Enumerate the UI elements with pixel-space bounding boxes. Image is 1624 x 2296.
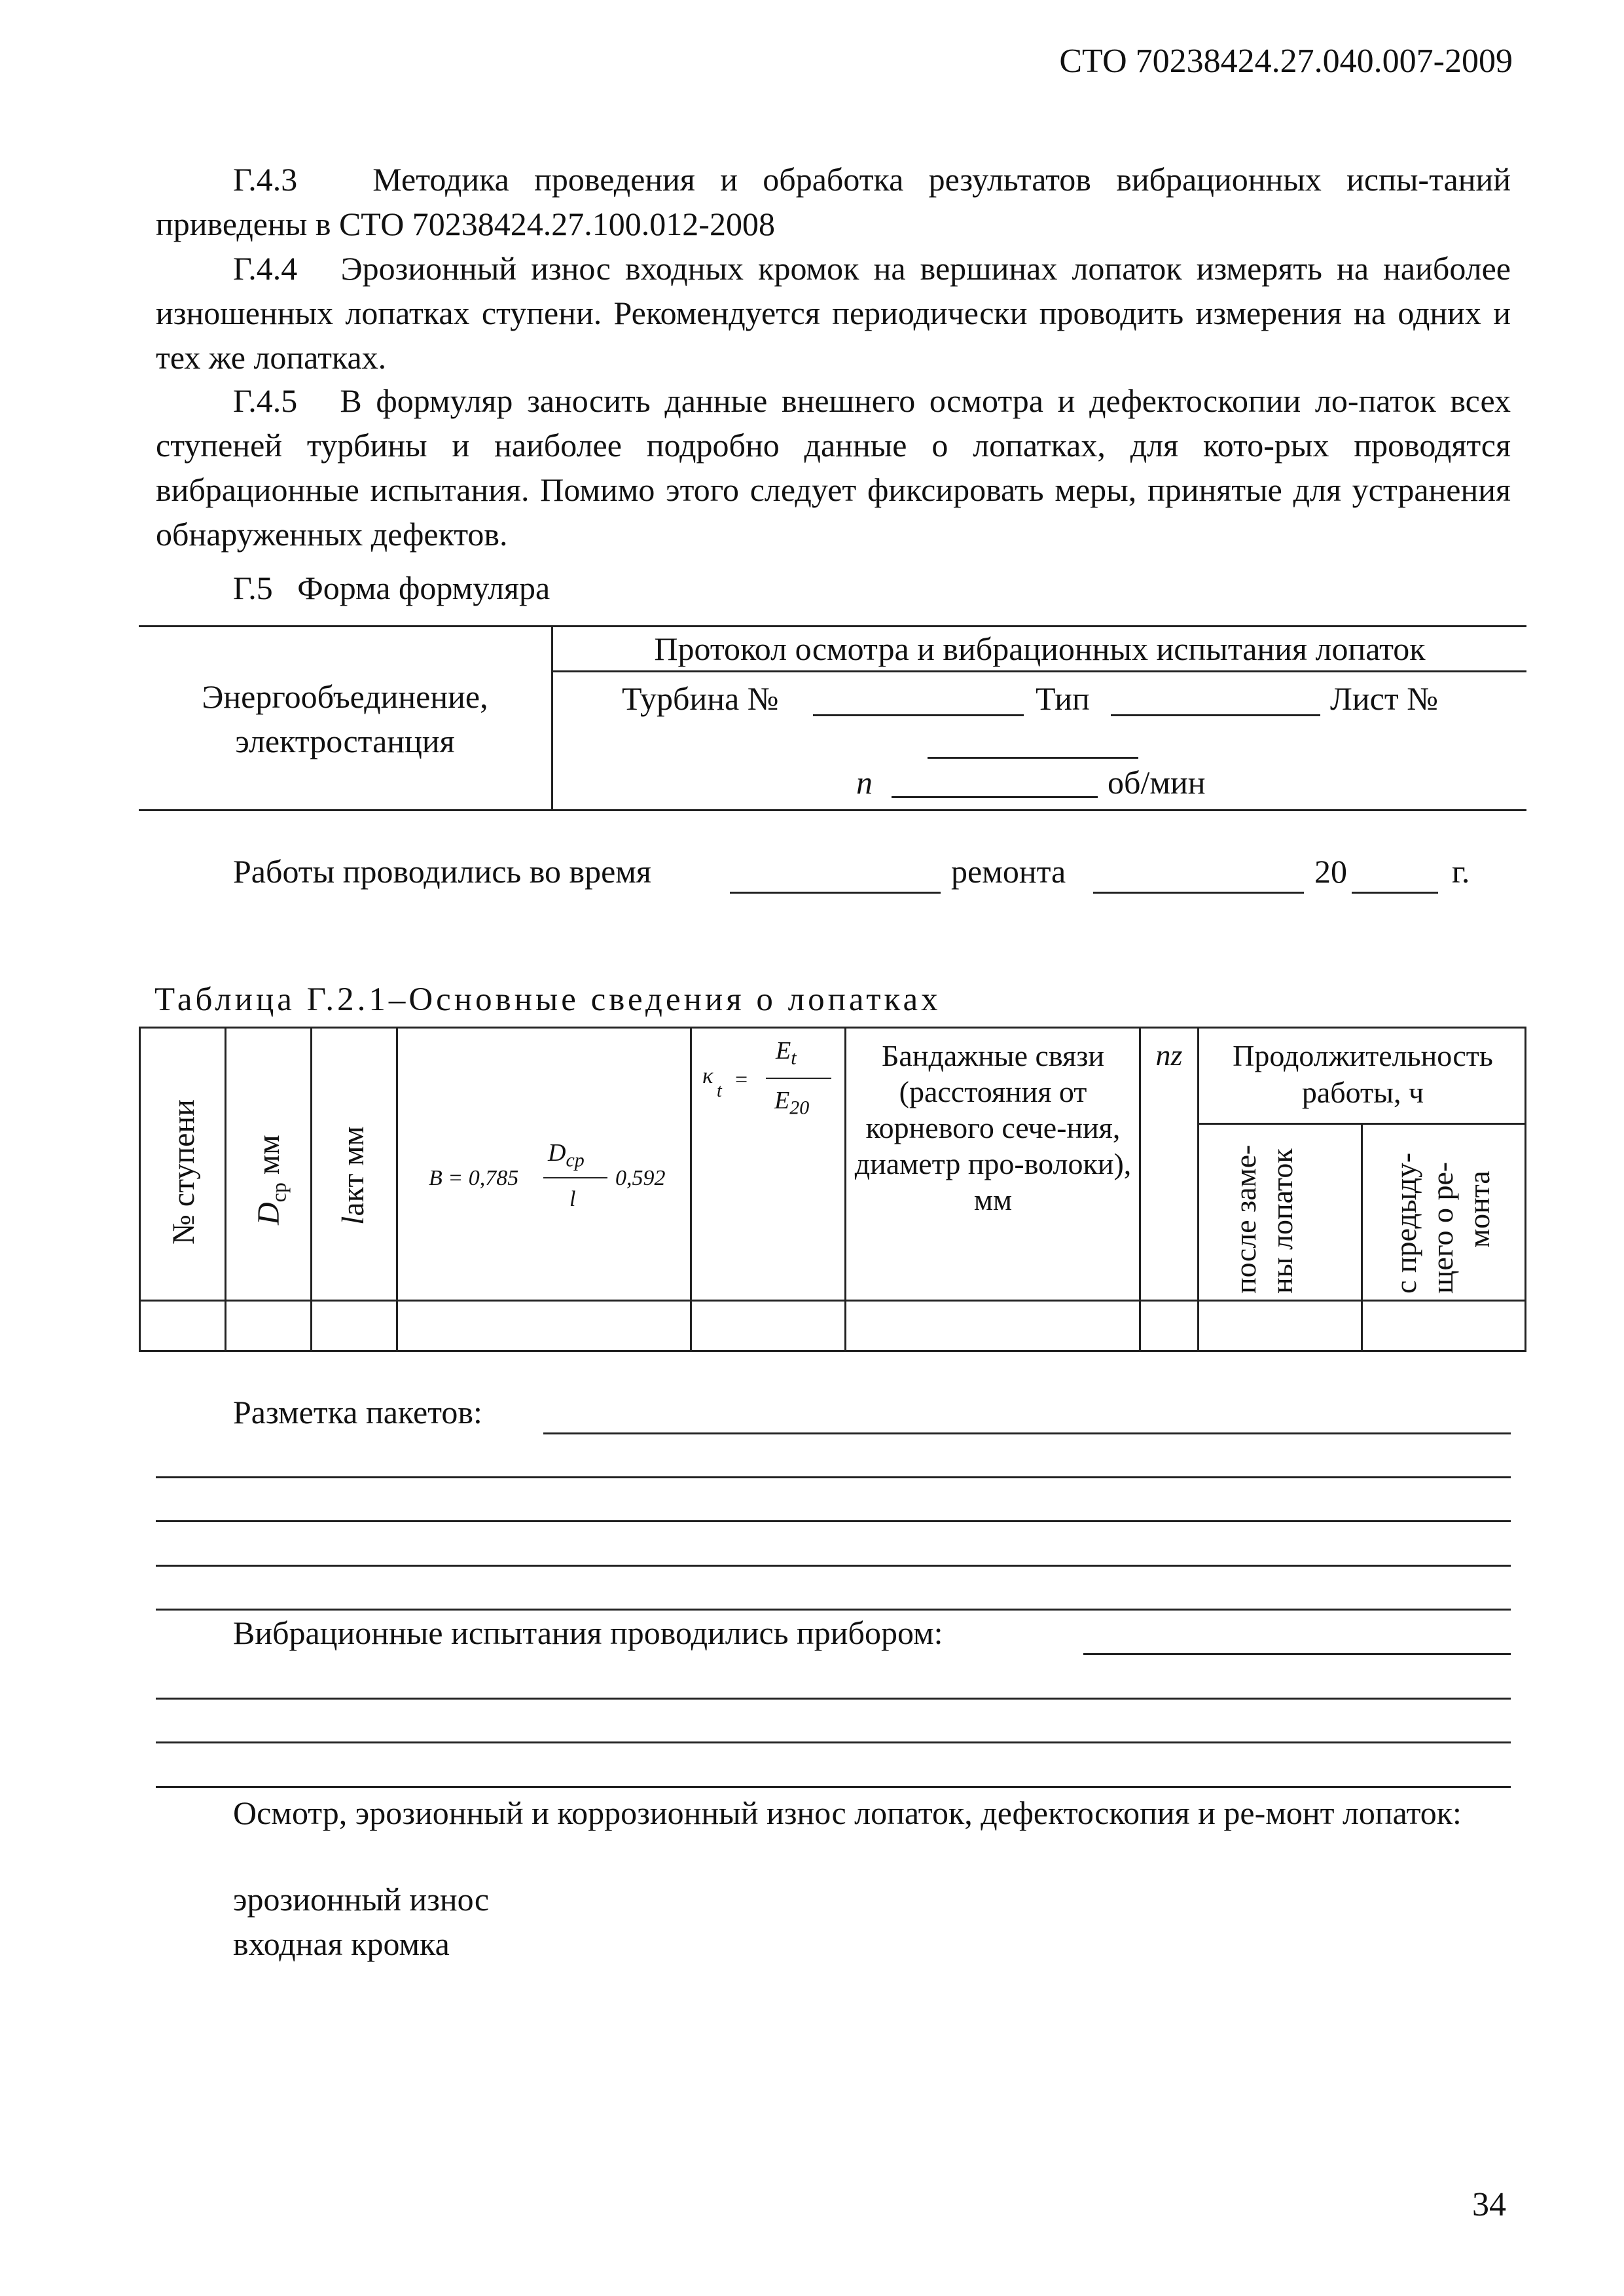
- sheet-label: Лист №: [1330, 680, 1438, 717]
- inspection-paragraph: Осмотр, эрозионный и коррозионный износ лопаток, дефектоскопия и ре-монт лопаток:: [233, 1795, 1462, 1831]
- packet-markup-label: Разметка пакетов:: [233, 1394, 482, 1430]
- formula-k-num-sub: t: [791, 1047, 797, 1069]
- header-after-replacement: [1227, 1145, 1301, 1294]
- paragraph-g44: [156, 246, 1511, 380]
- works-prefix: Работы проводились во время: [233, 853, 651, 890]
- table-cell[interactable]: [692, 1302, 844, 1350]
- paragraph-g45: [156, 378, 1511, 556]
- document-code: СТО 70238424.27.040.007-2009: [1059, 43, 1513, 80]
- protocol-header: [139, 625, 1526, 811]
- formula-k: [697, 1035, 841, 1133]
- packet-markup-line[interactable]: [156, 1476, 1511, 1478]
- inspection-item-leading-edge: входная кромка: [233, 1925, 450, 1962]
- year-field[interactable]: [1352, 892, 1438, 894]
- header-stage-number: № ступени: [166, 1099, 201, 1245]
- formula-k-lhs-sub: t: [717, 1081, 722, 1101]
- header-since-line2: щего о ре-: [1426, 1161, 1459, 1294]
- formula-k-equals: =: [735, 1068, 748, 1092]
- header-mean-diameter: [251, 1135, 291, 1225]
- turbine-label: Турбина №: [622, 680, 779, 717]
- blade-info-table: [139, 1027, 1526, 1352]
- header-since-previous-repair: [1388, 1153, 1498, 1294]
- packet-markup-field[interactable]: [543, 1432, 1511, 1434]
- formula-b-num-letter: D: [548, 1139, 566, 1167]
- paragraph-text: Эрозионный износ входных кромок на вершинах лопаток измерять на наиболее изношенных лопатках ступени. Рекомендуется периодически проводить измерения на одних и тех же лопатках.: [156, 250, 1511, 376]
- vibration-device-label: Вибрационные испытания проводились прибором:: [233, 1614, 943, 1651]
- formula-k-numerator: [776, 1036, 797, 1070]
- formula-b-num-sub: ср: [566, 1149, 585, 1171]
- header-after-line2: ны лопаток: [1265, 1148, 1299, 1294]
- diameter-subscript: ср: [266, 1182, 291, 1203]
- table-cell[interactable]: [846, 1302, 1139, 1350]
- inspection-item-erosion: эрозионный износ: [233, 1881, 490, 1918]
- turbine-number-field[interactable]: [813, 714, 1024, 716]
- paragraph-number: Г.4.5: [233, 382, 298, 419]
- year-prefix: 20: [1314, 853, 1347, 890]
- formula-k-lhs: κ: [702, 1064, 713, 1088]
- formula-b-exponent: 0,592: [615, 1166, 666, 1190]
- header-nz: nz: [1155, 1038, 1183, 1072]
- paragraph-number: Г.4.3: [233, 161, 298, 198]
- rotation-speed-field[interactable]: [892, 796, 1098, 798]
- header-work-duration: Продолжительность работы, ч: [1233, 1039, 1493, 1109]
- formula-b-fraction-bar: [543, 1177, 607, 1178]
- table-cell[interactable]: [226, 1302, 310, 1350]
- vibration-device-line[interactable]: [156, 1786, 1511, 1788]
- year-suffix: г.: [1452, 853, 1470, 890]
- formula-k-denominator: [774, 1086, 809, 1120]
- energy-company-label: Энергообъединение, электростанция: [202, 678, 488, 759]
- header-active-length: [335, 1126, 371, 1225]
- table-cell[interactable]: [1141, 1302, 1197, 1350]
- table-cell[interactable]: [141, 1302, 225, 1350]
- formula-b: [429, 1127, 677, 1225]
- type-label: Тип: [1036, 680, 1090, 717]
- section-g5-heading: Г.5 Форма формуляра: [233, 570, 550, 606]
- paragraph-number: Г.4.4: [233, 250, 298, 287]
- protocol-title: Протокол осмотра и вибрационных испытания лопаток: [553, 627, 1526, 672]
- vibration-device-field[interactable]: [1083, 1653, 1511, 1655]
- packet-markup-line[interactable]: [156, 1565, 1511, 1567]
- packet-markup-line[interactable]: [156, 1520, 1511, 1522]
- header-bandage-links: Бандажные связи (расстояния от корневого сече-ния, диаметр про-волоки), мм: [854, 1039, 1132, 1216]
- formula-b-numerator: [548, 1139, 585, 1172]
- diameter-unit: мм: [251, 1135, 286, 1183]
- paragraph-g43: [156, 157, 1511, 246]
- vibration-device-line[interactable]: [156, 1741, 1511, 1743]
- formula-b-denominator: l: [569, 1187, 576, 1211]
- repair-label: ремонта: [951, 853, 1066, 890]
- length-symbol: l: [336, 1216, 370, 1225]
- type-field[interactable]: [1111, 714, 1320, 716]
- header-since-line3: монта: [1462, 1171, 1496, 1248]
- formula-b-lhs: B = 0,785: [429, 1166, 519, 1190]
- table-cell[interactable]: [398, 1302, 690, 1350]
- paragraph-text: В формуляр заносить данные внешнего осмотра и дефектоскопии ло-паток всех ступеней турбины и наиболее подробно данные о лопатках, для кото-рых проводятся вибрационные испытания. Помимо этого следует фиксировать меры, принятые для устранения обнаруженных дефектов.: [156, 382, 1511, 553]
- vibration-device-line[interactable]: [156, 1698, 1511, 1700]
- length-unit: акт мм: [336, 1125, 370, 1216]
- table-caption: Таблица Г.2.1–Основные сведения о лопатках: [154, 981, 941, 1018]
- rotation-symbol: n: [856, 764, 873, 801]
- paragraph-text: Методика проведения и обработка результатов вибрационных испы-таний приведены в СТО 70238424.27.100.012-2008: [156, 161, 1511, 242]
- formula-k-den-letter: E: [774, 1087, 790, 1114]
- rpm-unit: об/мин: [1108, 764, 1206, 801]
- formula-k-num-letter: E: [776, 1037, 791, 1065]
- repair-kind-field[interactable]: [730, 892, 941, 894]
- row-divider: [1199, 1123, 1526, 1125]
- packet-markup-line[interactable]: [156, 1609, 1511, 1611]
- diameter-symbol: D: [251, 1202, 286, 1225]
- sheet-number-field[interactable]: [928, 757, 1138, 759]
- formula-k-den-sub: 20: [789, 1097, 810, 1119]
- header-after-line1: после заме-: [1229, 1144, 1262, 1294]
- table-cell[interactable]: [1199, 1302, 1361, 1350]
- table-cell[interactable]: [312, 1302, 396, 1350]
- table-cell[interactable]: [1363, 1302, 1525, 1350]
- formula-k-fraction-bar: [766, 1078, 831, 1079]
- repair-name-field[interactable]: [1093, 892, 1304, 894]
- page-number: 34: [1472, 2186, 1506, 2223]
- header-since-line1: с предыду-: [1389, 1152, 1422, 1294]
